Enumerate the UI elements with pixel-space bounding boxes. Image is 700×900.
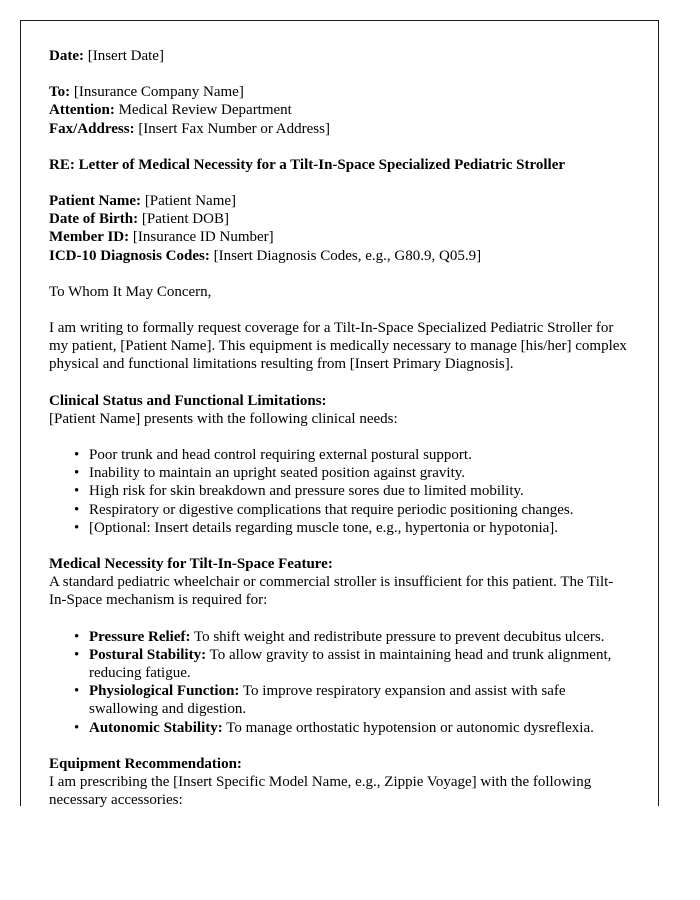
section-equipment-recommendation-heading: Equipment Recommendation: (49, 755, 242, 772)
patient-name-label: Patient Name: (49, 193, 142, 210)
patient-dob-line (49, 210, 629, 228)
list-item-term: Pressure Relief: (89, 628, 191, 645)
list-item (49, 482, 629, 500)
recipient-to-label: To: (49, 84, 71, 101)
patient-icd-value: [Insert Diagnosis Codes, e.g., G80.9, Q05.9] (213, 247, 482, 264)
list-item-text: Respiratory or digestive complications that require periodic positioning changes. (89, 501, 574, 518)
patient-icd-label: ICD-10 Diagnosis Codes: (49, 247, 210, 264)
subject-line: RE: Letter of Medical Necessity for a Tilt-In-Space Specialized Pediatric Stroller (49, 156, 566, 173)
list-item (49, 464, 629, 482)
document-body (49, 47, 629, 810)
recipient-attention-label: Attention: (49, 102, 115, 119)
date-block (49, 47, 629, 65)
list-item-text: To allow gravity to assist in maintaining head and trunk alignment, reducing fatigue. (89, 646, 612, 682)
list-item-text: To manage orthostatic hypotension or autonomic dysreflexia. (222, 719, 594, 736)
patient-member-id-label: Member ID: (49, 229, 130, 246)
list-item-text: To improve respiratory expansion and assist with safe swallowing and digestion. (89, 683, 566, 718)
patient-member-id-line (49, 228, 629, 246)
patient-info-block (49, 192, 629, 265)
recipient-fax-label: Fax/Address: (49, 120, 135, 137)
list-item (49, 719, 629, 737)
salutation-text: To Whom It May Concern, (49, 283, 212, 300)
list-item (49, 501, 629, 519)
list-item-text: [Optional: Insert details regarding muscle tone, e.g., hypertonia or hypotonia]. (89, 519, 559, 536)
patient-member-id-value: [Insurance ID Number] (132, 229, 274, 246)
recipient-block (49, 83, 629, 138)
medical-necessity-bullet-list (49, 628, 629, 737)
list-item (49, 628, 629, 646)
list-item-text: To shift weight and redistribute pressure to prevent decubitus ulcers. (190, 628, 605, 645)
list-item-text: Poor trunk and head control requiring external postural support. (89, 447, 472, 464)
recipient-to-value: [Insurance Company Name] (73, 84, 244, 101)
section-clinical-status-leadin: [Patient Name] presents with the following clinical needs: (49, 410, 398, 427)
section-medical-necessity-leadin: A standard pediatric wheelchair or commercial stroller is insufficient for this patient. The Tilt-In-Space mechanism is required for: (49, 574, 614, 609)
date-label: Date: (49, 48, 84, 64)
section-clinical-status (49, 392, 629, 428)
list-item (49, 519, 629, 537)
list-item-text: Inability to maintain an upright seated position against gravity. (89, 465, 466, 482)
section-equipment-recommendation (49, 755, 629, 810)
recipient-attention-line (49, 101, 629, 119)
section-clinical-status-heading: Clinical Status and Functional Limitations: (49, 392, 327, 409)
recipient-to-line (49, 83, 629, 101)
subject-block (49, 156, 629, 174)
patient-name-value: [Patient Name] (144, 193, 237, 210)
spacer (49, 610, 629, 628)
salutation-block (49, 283, 629, 301)
patient-dob-label: Date of Birth: (49, 211, 139, 228)
spacer (49, 428, 629, 446)
clinical-status-bullet-list (49, 446, 629, 537)
list-item-term: Autonomic Stability: (89, 719, 223, 736)
date-value: [Insert Date] (87, 48, 164, 64)
list-item-text: High risk for skin breakdown and pressure sores due to limited mobility. (89, 483, 524, 500)
patient-dob-value: [Patient DOB] (141, 211, 229, 228)
list-item (49, 646, 629, 682)
patient-icd-line (49, 247, 629, 265)
section-equipment-recommendation-leadin: I am prescribing the [Insert Specific Model Name, e.g., Zippie Voyage] with the following necessary accessories: (49, 774, 592, 809)
recipient-fax-value: [Insert Fax Number or Address] (138, 120, 330, 137)
list-item (49, 682, 629, 718)
document-page (20, 20, 659, 809)
patient-name-line (49, 192, 629, 210)
recipient-fax-line (49, 120, 629, 138)
list-item-term: Physiological Function: (89, 683, 240, 700)
intro-paragraph: I am writing to formally request coverage for a Tilt-In-Space Specialized Pediatric Stroller for my patient, [Patient Name]. This equipment is medically necessary to manage [his/her] complex physical and functional limitations resulting from [Insert Primary Diagnosis]. (49, 320, 627, 373)
list-item (49, 446, 629, 464)
section-medical-necessity (49, 555, 629, 610)
date-line (49, 47, 629, 65)
recipient-attention-value: Medical Review Department (118, 102, 292, 119)
list-item-term: Postural Stability: (89, 646, 207, 663)
section-medical-necessity-heading: Medical Necessity for Tilt-In-Space Feature: (49, 556, 333, 573)
